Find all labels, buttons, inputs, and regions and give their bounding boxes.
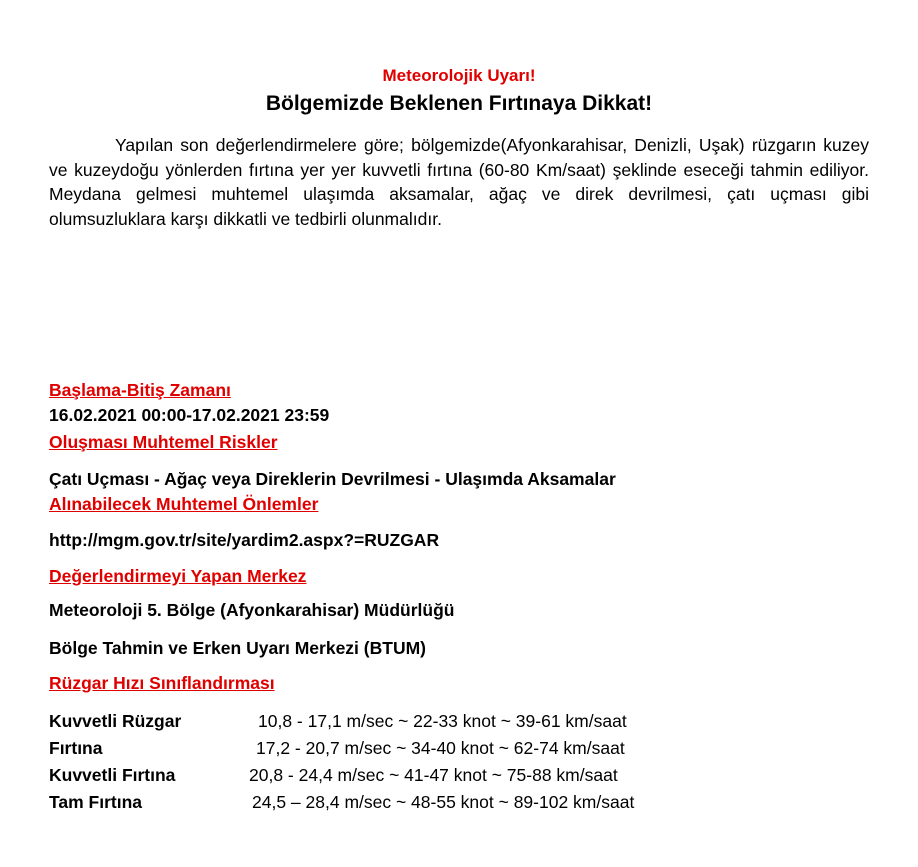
risks-heading: Oluşması Muhtemel Riskler — [49, 432, 278, 452]
wind-class-name: Kuvvetli Fırtına — [49, 765, 176, 785]
center-line-1: Meteoroloji 5. Bölge (Afyonkarahisar) Müdürlüğü — [49, 600, 455, 620]
wind-class-value: 24,5 – 28,4 m/sec ~ 48-55 knot ~ 89-102 km/saat — [252, 792, 635, 812]
wind-class-value: 20,8 - 24,4 m/sec ~ 41-47 knot ~ 75-88 km/saat — [249, 765, 618, 785]
wind-class-name: Tam Fırtına — [49, 792, 143, 812]
wind-class-name: Kuvvetli Rüzgar — [49, 711, 182, 731]
center-heading: Değerlendirmeyi Yapan Merkez — [49, 566, 307, 586]
main-title: Bölgemizde Beklenen Fırtınaya Dikkat! — [265, 92, 653, 115]
center-line-2: Bölge Tahmin ve Erken Uyarı Merkezi (BTUM) — [49, 638, 426, 658]
risks-value: Çatı Uçması - Ağaç veya Direklerin Devrilmesi - Ulaşımda Aksamalar — [49, 469, 616, 489]
wind-class-value: 17,2 - 20,7 m/sec ~ 34-40 knot ~ 62-74 km/saat — [256, 738, 625, 758]
time-heading: Başlama-Bitiş Zamanı — [49, 380, 231, 400]
measures-link[interactable]: http://mgm.gov.tr/site/yardim2.aspx?=RUZGAR — [49, 530, 440, 550]
wind-class-name: Fırtına — [49, 738, 103, 758]
body-paragraph: Yapılan son değerlendirmelere göre; bölgemizde(Afyonkarahisar, Denizli, Uşak) rüzgarın kuzey ve kuzeydoğu yönlerden fırtına yer yer kuvvetli fırtına (60-80 Km/saat) şeklinde eseceği tahmin ediliyor. Meydana gelmesi muhtemel ulaşımda aksamalar, ağaç ve direk devrilmesi, çatı uçması gibi olumsuzluklara karşı dikkatli ve tedbirli olunmalıdır. — [49, 135, 869, 229]
alert-title: Meteorolojik Uyarı! — [382, 66, 536, 85]
measures-heading: Alınabilecek Muhtemel Önlemler — [49, 494, 319, 514]
wind-class-value: 10,8 - 17,1 m/sec ~ 22-33 knot ~ 39-61 km/saat — [258, 711, 627, 731]
time-value: 16.02.2021 00:00-17.02.2021 23:59 — [49, 405, 330, 425]
wind-heading: Rüzgar Hızı Sınıflandırması — [49, 673, 275, 693]
